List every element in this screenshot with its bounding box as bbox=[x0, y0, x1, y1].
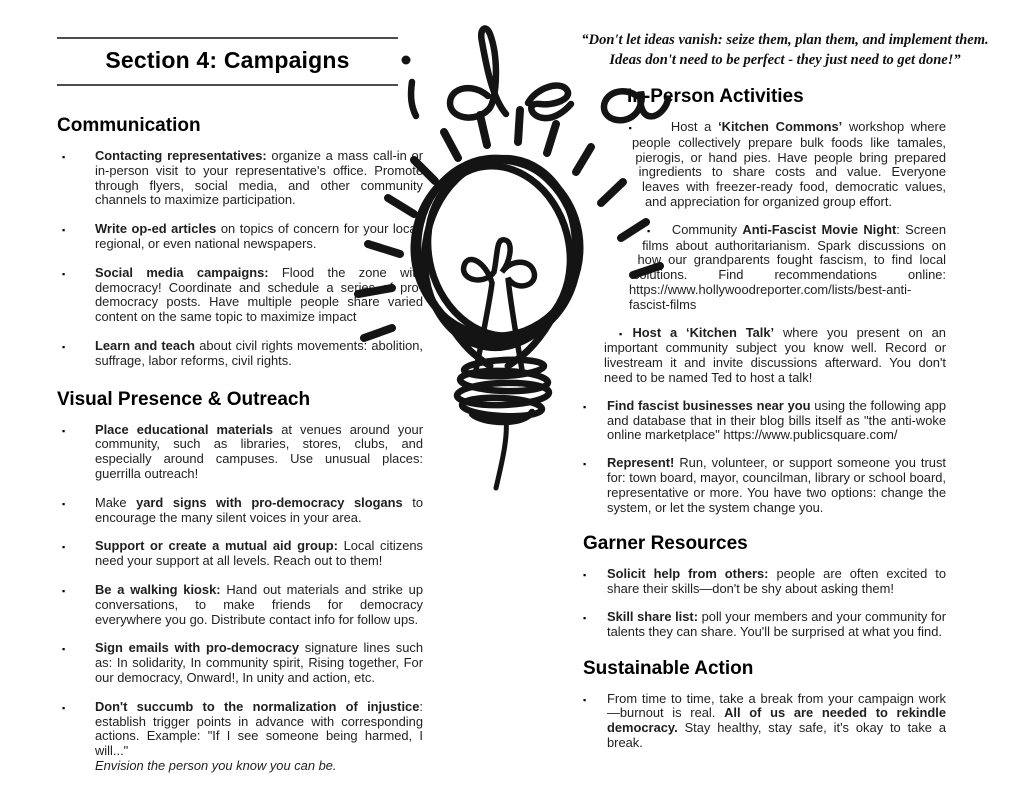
bullet-icon: ▪ bbox=[62, 425, 66, 436]
list-item bbox=[583, 567, 946, 597]
list-item-text: From time to time, take a break from your campaign work—burnout is real. All of us are needed to rekindle democracy. Stay healthy, stay safe, it's okay to take a break. bbox=[607, 690, 946, 750]
section-heading-sustainable-action: Sustainable Action bbox=[583, 657, 754, 679]
bullet-icon: ▪ bbox=[62, 341, 66, 352]
bullet-list-sustainable-action bbox=[583, 692, 946, 751]
list-item bbox=[583, 610, 946, 640]
list-item-text: Find fascist businesses near you using the following app and database that in their blog bills itself as "the anti-woke online marketplace" https://www.publicsquare.com/ bbox=[607, 397, 946, 443]
list-item bbox=[57, 539, 423, 569]
bullet-icon: ▪ bbox=[583, 570, 587, 581]
list-item-text: Sign emails with pro-democracy signature lines such as: In solidarity, In community spirit, Rising together, For our democracy, Onward!, In unity and action, etc. bbox=[95, 640, 423, 685]
bullet-icon: ▪ bbox=[62, 498, 66, 509]
section-heading-in-person-activities: In-Person Activities bbox=[627, 86, 804, 107]
list-item-text: Represent! Run, volunteer, or support someone you trust for: town board, mayor, councilman, library or school board, representative or more. You have two options: change the system, or let the system change you. bbox=[607, 455, 946, 515]
bulb-cord-icon bbox=[496, 418, 506, 488]
bullet-icon: ▪ bbox=[62, 225, 66, 236]
section-heading-visual-presence: Visual Presence & Outreach bbox=[57, 388, 311, 410]
bullet-icon: ▪ bbox=[62, 585, 66, 596]
list-item-text: Learn and teach about civil rights movements: abolition, suffrage, labor reforms, civil rights. bbox=[95, 337, 423, 368]
idea-handwriting-icon bbox=[402, 28, 669, 120]
list-item-text: Community Anti-Fascist Movie Night: Screen films about authoritarianism. Spark discussions on how our grandparents fought fascism, to find local solutions. Find recommendations online: https://www.hollywoodreporter.com/lists/best-anti-fascist-films bbox=[629, 221, 947, 312]
bullet-list-garner-resources bbox=[583, 567, 946, 639]
section-heading-garner-resources: Garner Resources bbox=[583, 533, 748, 555]
list-item-text: Social media campaigns: Flood the zone with democracy! Coordinate and schedule a series of pro-democracy posts. Have multiple people share varied content on the same topic to maximize impact bbox=[95, 264, 423, 325]
bullet-icon: ▪ bbox=[619, 328, 628, 339]
bullet-icon: ▪ bbox=[62, 702, 66, 713]
list-item-text: Place educational materials at venues around your community, such as libraries, stores, clubs, and especially around campuses. Use unusual places: guerrilla outreach! bbox=[95, 421, 423, 481]
bullet-icon: ▪ bbox=[583, 694, 587, 705]
list-item-text: Skill share list: poll your members and your community for talents they can share. You'll be surprised at what you find. bbox=[607, 608, 946, 639]
bullet-icon: ▪ bbox=[583, 401, 587, 412]
list-item-text: Solicit help from others: people are often excited to share their skills—don't be shy about asking them! bbox=[607, 566, 946, 597]
list-item bbox=[57, 700, 423, 774]
list-item-text: Contacting representatives: organize a mass call-in or in-person visit to your representative's office. Promote through flyers, social media, and other community channels to maximize participation. bbox=[95, 148, 423, 208]
list-item-text: Don't succumb to the normalization of injustice: establish trigger points in advance with corresponding actions. Example: "If I see someone being harmed, I will..." Envision the person you know you can be. bbox=[95, 698, 423, 773]
list-item bbox=[583, 692, 946, 751]
list-item-text: Make yard signs with pro-democracy slogans to encourage the many silent voices in your area. bbox=[95, 494, 424, 525]
list-item-text: Host a ‘Kitchen Commons’ workshop where people collectively prepare bulk foods like tamales, pierogis, or hand pies. Have people bring prepared ingredients to share costs and value. Everyone leaves with freezer-ready food, democratic values, and appreciation for organized group effort. bbox=[631, 119, 946, 209]
list-item bbox=[57, 583, 423, 627]
bullet-icon: ▪ bbox=[62, 268, 66, 279]
lightbulb-doodle bbox=[340, 0, 680, 530]
list-item-text: Host a ‘Kitchen Talk’ where you present on an important community subject you know well. Record or livestream it and invite discussions afterward. You don't need to be named Ted to host a talk! bbox=[604, 324, 946, 385]
pull-quote-line: Ideas don't need to be perfect - they just need to get done!” bbox=[609, 52, 961, 68]
list-item-text: Support or create a mutual aid group: Local citizens need your support at all levels. Reach out to them! bbox=[95, 538, 424, 569]
bullet-icon: ▪ bbox=[62, 644, 66, 655]
bullet-icon: ▪ bbox=[583, 459, 587, 470]
pull-quote-line: “Don't let ideas vanish: seize them, plan them, and implement them. bbox=[581, 32, 989, 48]
list-item bbox=[57, 641, 423, 685]
section-heading-communication: Communication bbox=[57, 115, 201, 136]
bullet-icon: ▪ bbox=[583, 612, 587, 623]
page-title: Section 4: Campaigns bbox=[105, 47, 350, 73]
bullet-icon: ▪ bbox=[62, 542, 66, 553]
bullet-icon: ▪ bbox=[62, 152, 66, 162]
list-item-text: Be a walking kiosk: Hand out materials and strike up conversations, to make friends for democracy everywhere you go. Distribute contact info for follow ups. bbox=[95, 581, 423, 627]
bullet-icon: ▪ bbox=[647, 225, 652, 236]
bulb-base-icon bbox=[457, 358, 550, 422]
list-item-text: Write op-ed articles on topics of concern for your local, regional, or even national newspapers. bbox=[95, 221, 424, 251]
bullet-icon: ▪ bbox=[628, 123, 635, 133]
